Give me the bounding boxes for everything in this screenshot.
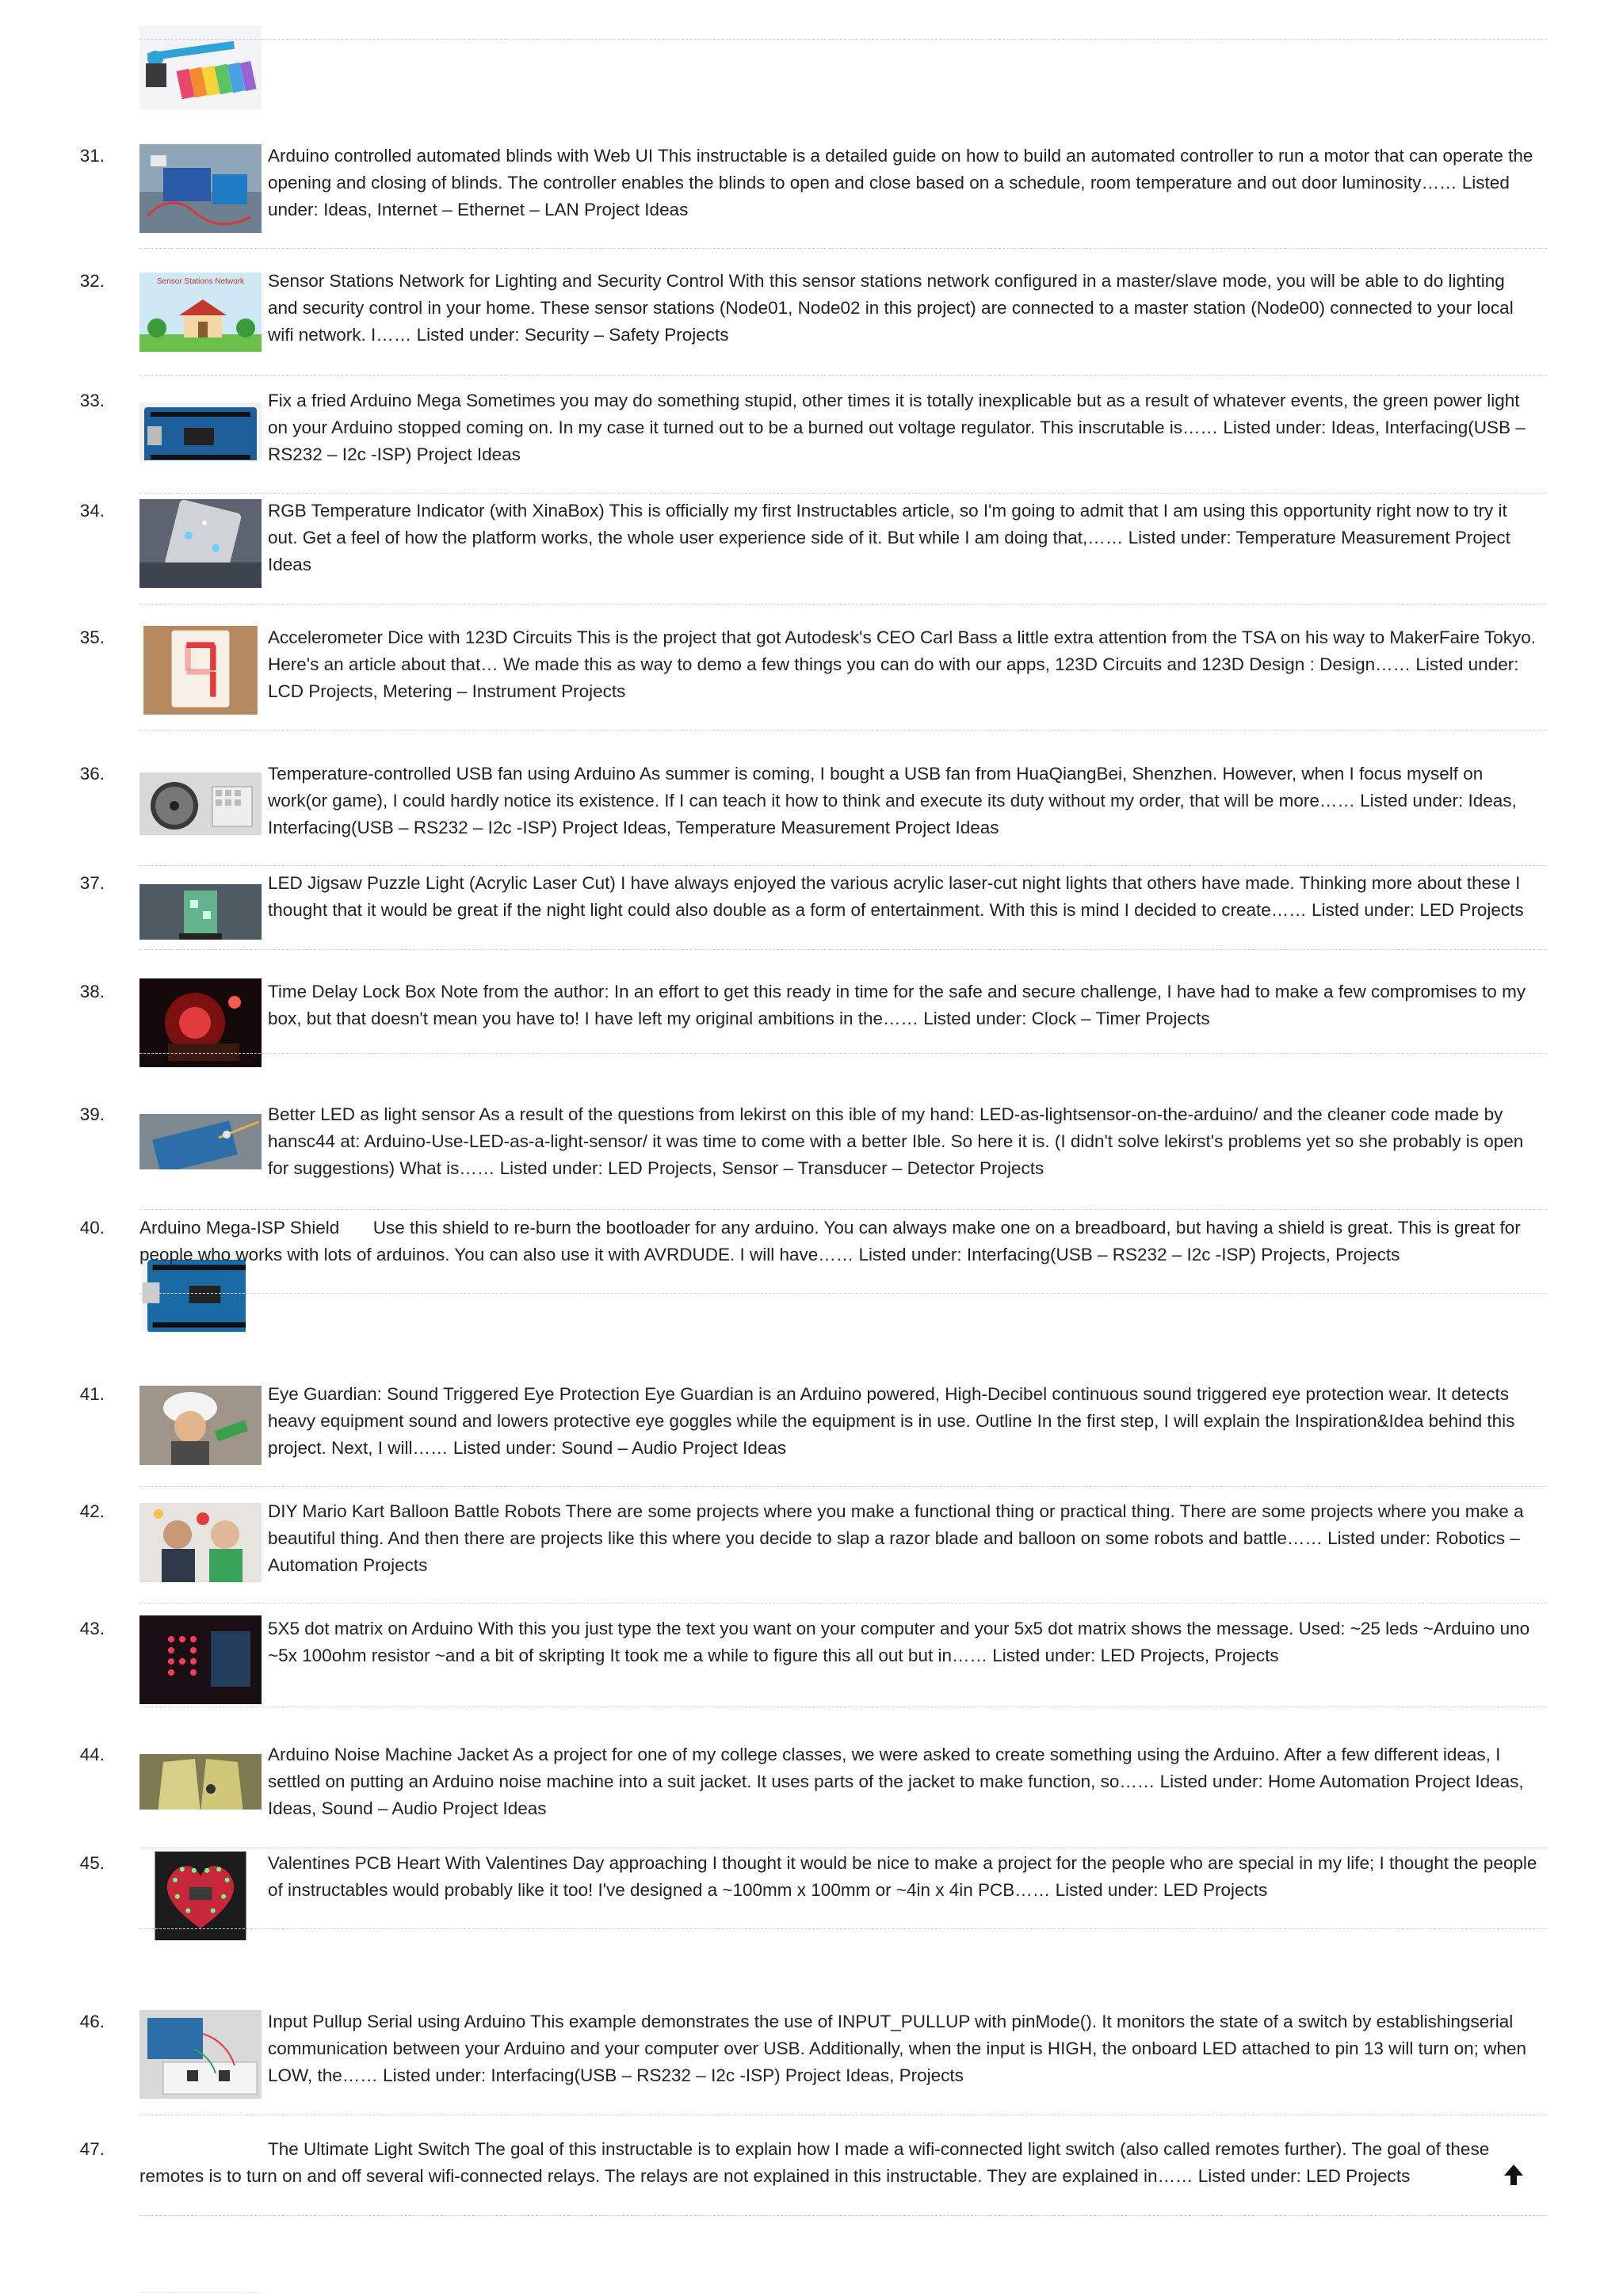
item-description: Sometimes you may do something stupid, other times it is totally inexplicable but as a result of whatever events, the green power light on your Arduino stopped coming on. In my case it turned out to be a burned out voltage regulator. This inscrutable is……: [268, 391, 1520, 437]
item-title-link[interactable]: Temperature-controlled USB fan using Arduino: [268, 764, 636, 784]
item-number: 43.: [79, 1619, 105, 1638]
listed-under-label: Listed under:: [1415, 654, 1519, 674]
xylophone-robot-image: [139, 24, 262, 109]
item-description: This is the project that got Autodesk's CEO Carl Bass a little extra attention from the TSA on his way to MakerFaire Tokyo. Here's an article about that… We made this as way to demo a few things you can do with our apps, 123D Circuits and 123D Design : Design……: [268, 627, 1536, 674]
item-title-link[interactable]: Accelerometer Dice with 123D Circuits: [268, 627, 572, 647]
listed-under-label: Listed under:: [923, 1009, 1027, 1028]
item-categories[interactable]: LCD Projects, Metering – Instrument Projects: [268, 681, 626, 701]
item-title-link[interactable]: Fix a fried Arduino Mega: [268, 391, 461, 410]
item-description: The goal of this instructable is to explain how I made a wifi-connected light switch (also called remotes further). The goal of these remotes is to turn on and off several wifi-connected relays. The relays are not explained in this instructable. They are explained in……: [139, 2139, 1490, 2186]
item-thumbnail[interactable]: [139, 1743, 262, 1810]
item-categories[interactable]: Ideas, Interfacing(USB – RS232 – I2c -ISP) Project Ideas, Temperature Measurement Project Ideas: [268, 791, 1517, 837]
item-number: 46.: [79, 2012, 105, 2031]
accelerometer-dice-image: [139, 626, 262, 715]
blinds-controller-image: [139, 144, 262, 233]
item-title-link[interactable]: Input Pullup Serial using Arduino: [268, 2012, 526, 2031]
item-number: 36.: [79, 764, 105, 784]
listed-under-label: Listed under:: [1197, 2166, 1301, 2186]
listed-under-label: Listed under:: [1128, 528, 1232, 547]
item-number: 34.: [79, 501, 105, 521]
separator: [139, 604, 1547, 605]
item-title-link[interactable]: LED Jigsaw Puzzle Light (Acrylic Laser Cut): [268, 873, 616, 893]
item-number: 42.: [79, 1501, 105, 1521]
item-description: This instructable is a detailed guide on how to build an automated controller to run a motor that can operate the opening and closing of blinds. The controller enables the blinds to open and close based on a schedule, room temperature and out door luminosity……: [268, 146, 1533, 193]
item-number: 41.: [79, 1384, 105, 1404]
item-title-link[interactable]: Arduino Noise Machine Jacket: [268, 1745, 509, 1764]
item-description: Use this shield to re-burn the bootloader for any arduino. You can always make one on a breadboard, but having a shield is great. This is great for people who works with lots of arduinos. You can also use it with AVRDUDE. I will have……: [139, 1218, 1521, 1264]
item-categories[interactable]: Robotics – Automation Projects: [268, 1528, 1520, 1575]
input-pullup-breadboard-image: [139, 2010, 262, 2099]
arduino-mega-board-image: [139, 392, 262, 460]
separator: [139, 1209, 1547, 1210]
item-number: 38.: [79, 982, 105, 1001]
item-categories[interactable]: LED Projects, Sensor – Transducer – Detector Projects: [607, 1158, 1044, 1178]
dot-matrix-image: [139, 1615, 262, 1704]
listed-under-label: Listed under:: [499, 1158, 603, 1178]
led-jigsaw-light-image: [139, 873, 262, 940]
listed-under-label: Listed under:: [992, 1646, 1096, 1665]
item-description: Note from the author: In an effort to get this ready in time for the safe and secure challenge, I have had to make a few compromises to my box, but that doesn't mean you have to! I have left my original ambitions in the……: [268, 982, 1526, 1028]
item-thumbnail[interactable]: [139, 1500, 262, 1582]
listed-under-label: Listed under:: [1327, 1528, 1431, 1548]
item-number: 31.: [79, 146, 105, 166]
arrow-up-icon: [1503, 2161, 1525, 2188]
item-description: I have always enjoyed the various acrylic laser-cut night lights that others have made. Thinking more about these I thought that it would be great if the night light could also double as a form of entertainment. With this is mind I decided to create……: [268, 873, 1521, 920]
item-thumbnail[interactable]: [139, 1103, 262, 1169]
separator: [139, 1053, 1547, 1054]
item-thumbnail[interactable]: [139, 269, 262, 352]
item-categories[interactable]: Temperature Measurement Project Ideas: [268, 528, 1510, 574]
separator: [139, 1928, 1547, 1929]
pcb-heart-image: [139, 1852, 262, 1940]
listed-under-label: Listed under:: [1223, 418, 1327, 437]
listed-under-label: Listed under:: [268, 173, 1510, 219]
item-number: 45.: [79, 1853, 105, 1873]
item-title-link[interactable]: The Ultimate Light Switch: [268, 2139, 471, 2159]
item-number: 37.: [79, 873, 105, 893]
item-categories[interactable]: Security – Safety Projects: [524, 325, 729, 345]
item-categories[interactable]: Sound – Audio Project Ideas: [561, 1438, 787, 1458]
item-number: 35.: [79, 627, 105, 647]
item-number: 33.: [79, 391, 105, 410]
item-description: This is officially my first Instructables article, so I'm going to admit that I am using this opportunity right now to try it out. Get a feel of how the platform works, the whole user experience side of it. But while I am doing that,……: [268, 501, 1507, 547]
item-categories[interactable]: Home Automation Project Ideas, Ideas, Sound – Audio Project Ideas: [268, 1772, 1524, 1818]
item-categories[interactable]: Interfacing(USB – RS232 – I2c -ISP) Projects, Projects: [966, 1245, 1400, 1264]
item-thumbnail[interactable]: [139, 2010, 262, 2099]
listed-under-label: Listed under:: [383, 2065, 487, 2085]
eye-guardian-image: [139, 1383, 262, 1465]
item-title-link[interactable]: Better LED as light sensor: [268, 1104, 475, 1124]
separator: [139, 39, 1547, 40]
item-categories[interactable]: LED Projects: [1163, 1880, 1268, 1900]
listed-under-label: Listed under:: [1312, 900, 1415, 920]
item-categories[interactable]: Clock – Timer Projects: [1031, 1009, 1210, 1028]
listed-under-label: Listed under:: [1360, 791, 1464, 810]
led-light-sensor-image: [139, 1103, 262, 1169]
rgb-temperature-indicator-image: [139, 499, 262, 588]
item-description: As a result of the questions from lekirst on this ible of my hand: LED-as-lightsensor-on-the-arduino/ and the cleaner code made by hansc44 at: Arduino-Use-LED-as-a-light-sensor/ it was time to come with a better Ible. So here it is. (I didn't solve lekirst's problems yet so she probably is open for suggestions) What is……: [268, 1104, 1524, 1178]
item-40-description: [139, 1215, 1539, 1268]
item-thumbnail[interactable]: [139, 499, 262, 588]
item-thumbnail[interactable]: [139, 144, 262, 233]
separator: [139, 2215, 1547, 2216]
balloon-battle-robots-image: [139, 1500, 262, 1582]
item-categories[interactable]: LED Projects: [1306, 2166, 1411, 2186]
separator: [139, 1603, 1547, 1604]
item-title-link[interactable]: Sensor Stations Network for Lighting and Security Control: [268, 271, 724, 291]
item-title-link[interactable]: Arduino controlled automated blinds with Web UI: [268, 146, 654, 166]
item-description: As summer is coming, I bought a USB fan from HuaQiangBei, Shenzhen. However, when I focus myself on work(or game), I could hardly notice its existence. If I can teach it how to think and execute its duty without my order, that will be more……: [268, 764, 1484, 810]
item-thumbnail[interactable]: [139, 978, 262, 1067]
listed-under-label: Listed under:: [1159, 1772, 1263, 1791]
separator: [139, 865, 1547, 866]
item-title-link[interactable]: RGB Temperature Indicator (with XinaBox): [268, 501, 605, 521]
listed-under-label: Listed under:: [416, 325, 520, 345]
item-description: As a project for one of my college classes, we were asked to create something using the Arduino. After a few different ideas, I settled on putting an Arduino noise machine into a suit jacket. It uses parts of the jacket to make function, so……: [268, 1745, 1501, 1791]
item-categories[interactable]: LED Projects: [1419, 900, 1524, 920]
item-categories[interactable]: Interfacing(USB – RS232 – I2c -ISP) Project Ideas, Projects: [491, 2065, 964, 2085]
item-thumbnail[interactable]: [139, 764, 262, 835]
separator: [139, 248, 1547, 249]
listed-under-label: Listed under:: [1055, 1880, 1159, 1900]
item-thumbnail[interactable]: [139, 626, 262, 721]
separator: [139, 1293, 1547, 1294]
item-categories[interactable]: LED Projects, Projects: [1100, 1646, 1279, 1665]
item-description: With Valentines Day approaching I thought it would be nice to make a project for the people who are special in my life; I thought the people of instructables would probably like it too! I've designed a ~100mm x 100mm or ~4in x 4in PCB……: [268, 1853, 1537, 1900]
item-thumbnail[interactable]: [139, 1383, 262, 1465]
item-categories[interactable]: Ideas, Interfacing(USB – RS232 – I2c -ISP) Project Ideas: [268, 418, 1526, 464]
item-30-thumbnail[interactable]: [139, 24, 262, 109]
item-description: With this you just type the text you want on your computer and your 5x5 dot matrix shows the message. Used: ~25 leds ~Arduino uno ~5x 100ohm resistor ~and a bit of skripting It took me a while to figure this all out but in……: [268, 1619, 1530, 1665]
item-description: This example demonstrates the use of INPUT_PULLUP with pinMode(). It monitors the state of a switch by establishingserial communication between your Arduino and your computer over USB. Additionally, when the input is HIGH, the onboard LED attached to pin 13 will turn on; when LOW, the……: [268, 2012, 1526, 2085]
item-number: 39.: [79, 1104, 105, 1124]
item-title-link[interactable]: DIY Mario Kart Balloon Battle Robots: [268, 1501, 561, 1521]
item-number: 40.: [79, 1218, 105, 1238]
item-description: Eye Guardian is an Arduino powered, High-Decibel continuous sound triggered eye protection wear. It detects heavy equipment sound and lowers protective eye goggles while the equipment is in use. Outline In the first step, I will explain the Inspiration&Idea behind this project. Next, I will……: [268, 1384, 1515, 1458]
listed-under-label: Listed under:: [453, 1438, 556, 1458]
item-number: 32.: [79, 271, 105, 291]
separator: [139, 1486, 1547, 1487]
usb-fan-image: [139, 764, 262, 835]
item-title-link[interactable]: Valentines PCB Heart: [268, 1853, 441, 1873]
item-description: There are some projects where you make a functional thing or practical thing. There are some projects where you make a beautiful thing. And then there are projects like this where you decide to slap a razor blade and balloon on some robots and battle……: [268, 1501, 1524, 1548]
separator: [139, 2292, 262, 2293]
time-delay-lock-box-image: [139, 978, 262, 1067]
separator: [139, 493, 1547, 494]
item-title-link[interactable]: Time Delay Lock Box: [268, 982, 436, 1001]
item-thumbnail[interactable]: [139, 1852, 262, 1970]
item-thumbnail[interactable]: [139, 873, 262, 940]
item-title-link[interactable]: 5X5 dot matrix on Arduino: [268, 1619, 473, 1638]
back-to-top-button[interactable]: [1503, 2161, 1525, 2188]
item-title-link[interactable]: Eye Guardian: Sound Triggered Eye Protection: [268, 1384, 640, 1404]
separator: [139, 375, 1547, 376]
item-description: With this sensor stations network configured in a master/slave mode, you will be able to do lighting and security control in your home. These sensor stations (Node01, Node02 in this project) are connected to a master station (Node00) connected to your local wifi network. I……: [268, 271, 1514, 345]
sensor-network-house-image: [139, 269, 262, 352]
item-number: 44.: [79, 1745, 105, 1764]
separator: [139, 949, 1547, 950]
item-thumbnail[interactable]: [139, 1615, 262, 1704]
item-title-link[interactable]: Arduino Mega-ISP Shield: [139, 1218, 340, 1238]
item-number: 47.: [79, 2139, 105, 2159]
listed-under-label: Listed under:: [858, 1245, 962, 1264]
svg-text:Sensor Stations Network: Sensor Stations Network: [156, 277, 245, 286]
noise-machine-jacket-image: [139, 1743, 262, 1810]
item-categories[interactable]: Ideas, Internet – Ethernet – LAN Project Ideas: [323, 200, 689, 219]
item-thumbnail[interactable]: [139, 392, 262, 460]
